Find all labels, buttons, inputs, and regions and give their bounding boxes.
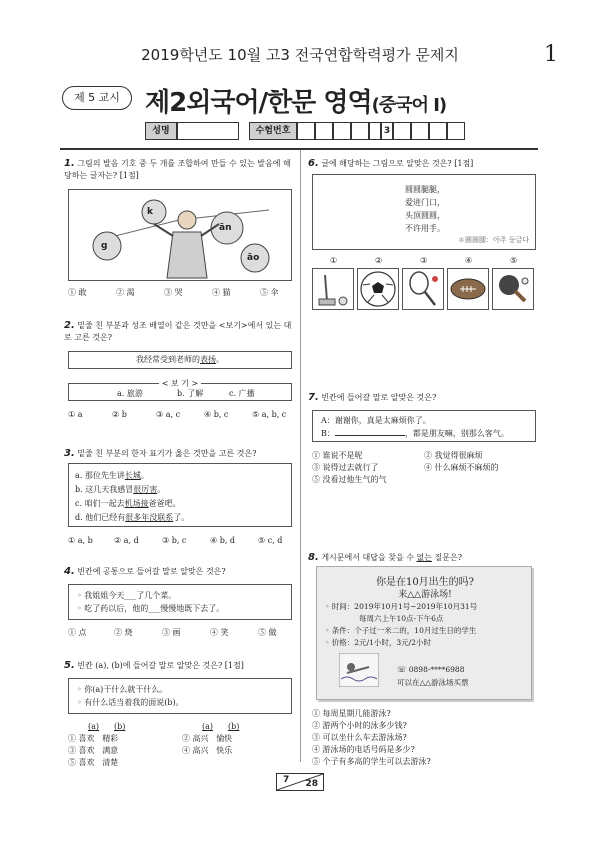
- q7-option-5[interactable]: ⑤ 没看过他生气的气: [312, 475, 387, 484]
- q3-option-4[interactable]: ④ b, d: [210, 536, 236, 545]
- exam-no-box[interactable]: [429, 122, 447, 140]
- q8-option-5[interactable]: ⑤ 个子有多高的学生可以去游泳?: [312, 757, 431, 766]
- q5-option-3[interactable]: ③ 喜欢 满意: [68, 746, 119, 755]
- q4-option-1[interactable]: ① 点: [68, 628, 87, 637]
- q5-line-2: ◦ 有什么话当着我的面说(b)。: [77, 698, 184, 707]
- subject-main: 제2외국어/한문 영역: [145, 88, 372, 118]
- q6-poem: [405, 183, 445, 235]
- q2-option-5[interactable]: ⑤ a, b, c: [252, 410, 287, 419]
- q6-option-4[interactable]: [447, 268, 489, 310]
- q6-stem: [308, 158, 538, 170]
- q8-poster-sub: 来△△游泳场!: [398, 590, 452, 600]
- q4-line-2: ◦ 吃了药以后，他的___慢慢地既下去了。: [77, 604, 225, 613]
- q8-poster-title: 你是在10月出生的吗?: [375, 577, 475, 588]
- q8-poster-buy: 可以在△△游泳场买票: [397, 678, 469, 687]
- q2-text: 밑줄 친 부분과 성조 배열이 같은 것만을 <보기>에서 있는 대로 고른 것은?: [64, 321, 292, 342]
- q2-bogi-label: < 보 기 >: [69, 378, 291, 389]
- q4-option-4[interactable]: ④ 笑: [210, 628, 229, 637]
- name-label: 성명: [145, 122, 177, 140]
- q6-option-1[interactable]: [312, 268, 354, 310]
- q1-label-an: ān: [219, 223, 232, 233]
- exam-title: 2019학년도 10월 고3 전국연합학력평가 문제지: [141, 46, 459, 64]
- q4-option-2[interactable]: ② 烧: [114, 628, 133, 637]
- q8-stem: [308, 552, 538, 564]
- q7-dialog-b: B： ，都是朋友嘛，别那么客气。: [321, 429, 509, 438]
- q2-option-2[interactable]: ② b: [112, 410, 127, 419]
- q6-option-4-label: ④: [465, 256, 473, 265]
- q6-poem-box: [312, 174, 536, 250]
- q6-option-1-label: ①: [330, 256, 338, 265]
- q5-line-1: ◦ 你(a)干什么就干什么。: [77, 685, 168, 694]
- exam-no-digit: 3: [381, 122, 393, 140]
- q6-poem-line-1: 圆圆腿腿，: [405, 185, 445, 194]
- q3-option-2[interactable]: ② a, d: [114, 536, 139, 545]
- page-counter-current: 7: [283, 775, 290, 785]
- soccer-ball-icon: [358, 269, 398, 309]
- q4-text: 빈칸에 공통으로 들어갈 말로 알맞은 것은?: [77, 567, 226, 576]
- q2-number: 2.: [64, 320, 75, 331]
- q1-label-ao: āo: [247, 253, 260, 263]
- q5-head-b-left: (b): [114, 722, 126, 731]
- q1-option-1[interactable]: ① 敢: [68, 288, 87, 297]
- subject-title: [145, 82, 446, 119]
- q1-option-2[interactable]: ② 渴: [116, 288, 135, 297]
- q3-stem: [64, 448, 292, 460]
- header-rule: [60, 148, 538, 150]
- q8-options: [312, 708, 536, 768]
- q1-label-k: k: [147, 207, 153, 217]
- q3-item-b: b. 这几天我感冒很厉害。: [75, 485, 166, 494]
- q2-sentence-underline: 表扬: [200, 355, 216, 364]
- q2-bogi-b: b. 了解: [177, 389, 204, 398]
- exam-no-box[interactable]: [369, 122, 381, 140]
- q4-option-3[interactable]: ③ 画: [162, 628, 181, 637]
- q3-text: 밑줄 친 부분의 한자 표기가 옳은 것만을 고른 것은?: [77, 449, 257, 458]
- subject-sub: (중국어 Ⅰ): [371, 95, 447, 116]
- q4-number: 4.: [64, 566, 75, 577]
- q5-option-1[interactable]: ① 喜欢 精彩: [68, 734, 119, 743]
- q8-text-underline: 없는: [416, 553, 432, 562]
- q2-stem: [64, 320, 292, 344]
- q8-option-4[interactable]: ④ 游泳场的电话号码是多少?: [312, 745, 415, 754]
- q6-picture-options: [312, 256, 536, 314]
- q5-lines-box: [68, 678, 292, 714]
- exam-no-box[interactable]: [333, 122, 351, 140]
- q1-option-4[interactable]: ④ 猫: [212, 288, 231, 297]
- q6-option-2[interactable]: [357, 268, 399, 310]
- exam-no-box[interactable]: [351, 122, 369, 140]
- ping-pong-icon: [493, 269, 533, 309]
- q1-option-5[interactable]: ⑤ 伞: [260, 288, 279, 297]
- q3-option-1[interactable]: ① a, b: [68, 536, 93, 545]
- q8-text-pre: 게시문에서 대답을 찾을 수: [321, 553, 417, 562]
- q5-head-a-left: (a): [88, 722, 100, 731]
- q6-poem-line-3: 头顶圆圆，: [405, 211, 445, 220]
- q5-head-b-right: (b): [228, 722, 240, 731]
- q1-number: 1.: [64, 158, 75, 169]
- name-field[interactable]: [177, 122, 239, 140]
- q8-number: 8.: [308, 552, 319, 563]
- q6-option-3[interactable]: [402, 268, 444, 310]
- q3-options: [68, 536, 292, 548]
- q8-text-post: 질문은?: [431, 553, 462, 562]
- q1-text: 그림의 발음 기호 중 두 개를 조합하여 만들 수 있는 발음에 해당하는 글자는? [1점]: [64, 159, 291, 180]
- q6-note: ＊圆圆腿：아주 둥글다: [457, 236, 529, 244]
- q6-number: 6.: [308, 158, 319, 169]
- page-number: 1: [544, 42, 558, 67]
- q1-stem: [64, 158, 292, 182]
- juggler-illustration: [69, 190, 291, 280]
- q3-items-box: [68, 463, 292, 527]
- q8-poster-phone: ☏ 0898-****6988: [397, 665, 465, 674]
- q1-label-g: g: [101, 241, 108, 251]
- q7-option-1[interactable]: ① 谁说不是呢: [312, 451, 363, 460]
- q8-poster-lines: [325, 601, 531, 649]
- q6-option-5[interactable]: [492, 268, 534, 310]
- q4-options: [68, 627, 292, 639]
- q1-option-3[interactable]: ③ 哭: [164, 288, 183, 297]
- q5-option-4[interactable]: ④ 高兴 快乐: [182, 746, 233, 755]
- q2-bogi-a: a. 旅游: [117, 389, 143, 398]
- q7-stem: [308, 392, 538, 404]
- q8-poster-line-2: 每周六上午10点-下午6点: [359, 614, 444, 623]
- q2-bogi-c: c. 广播: [229, 389, 255, 398]
- q5-stem: [64, 660, 292, 672]
- q7-text: 빈칸에 들어갈 말로 알맞은 것은?: [321, 393, 437, 402]
- q5-option-2[interactable]: ② 高兴 愉快: [182, 734, 233, 743]
- q7-dialog-a: A：谢谢你，真是太麻烦你了。: [321, 416, 431, 425]
- q4-option-5[interactable]: ⑤ 做: [258, 628, 277, 637]
- juggler-head: [178, 211, 196, 229]
- q6-text: 글에 해당하는 그림으로 알맞은 것은? [1점]: [321, 159, 474, 168]
- q7-options: [312, 450, 536, 488]
- q5-option-5[interactable]: ⑤ 喜欢 清楚: [68, 758, 119, 767]
- q2-sentence-pre: 我经常受到老师的: [136, 355, 200, 364]
- q3-item-a: a. 那位先生讲长城。: [75, 471, 149, 480]
- q2-bogi-box: [68, 379, 292, 401]
- q6-option-3-label: ③: [420, 256, 428, 265]
- q7-option-4[interactable]: ④ 什么麻烦不麻烦的: [424, 463, 499, 472]
- exam-no-box[interactable]: [411, 122, 429, 140]
- q6-option-5-label: ⑤: [510, 256, 518, 265]
- q3-item-c: c. 咱们一起去机场接爸爸吧。: [75, 499, 181, 508]
- q8-poster-line-3: ◦ 条件：个子过一米二的，10月过生日的学生: [325, 626, 477, 635]
- q7-option-2[interactable]: ② 我觉得很麻烦: [424, 451, 483, 460]
- q8-option-2[interactable]: ② 游两个小时的泳多少钱?: [312, 721, 407, 730]
- q8-option-3[interactable]: ③ 可以坐什么车去游泳场?: [312, 733, 407, 742]
- q3-option-5[interactable]: ⑤ c, d: [258, 536, 283, 545]
- q7-dialog-box: [312, 410, 536, 442]
- exam-no-box[interactable]: [297, 122, 315, 140]
- q3-item-d: d. 他们已经有很多年没联系了。: [75, 513, 190, 522]
- q7-option-3[interactable]: ③ 说得过去就行了: [312, 463, 379, 472]
- q2-options: [68, 410, 292, 422]
- q3-number: 3.: [64, 448, 75, 459]
- swimmer-icon: [339, 653, 379, 687]
- q5-number: 5.: [64, 660, 75, 671]
- exam-no-box[interactable]: [447, 122, 465, 140]
- q6-poem-line-2: 爱进门口，: [405, 198, 445, 207]
- croquet-icon: [313, 269, 353, 309]
- q5-text: 빈칸 (a), (b)에 들어갈 말로 알맞은 것은? [1점]: [77, 661, 244, 670]
- q8-poster-line-4: ◦ 价格：2元/1小时，3元/2小时: [325, 638, 431, 647]
- period-badge: 제 5 교시: [62, 86, 132, 110]
- q5-options: [68, 722, 292, 770]
- q1-image-box: [68, 189, 292, 281]
- q2-option-3[interactable]: ③ a, c: [156, 410, 181, 419]
- column-divider: [300, 150, 301, 762]
- q2-sentence-box: [68, 351, 292, 369]
- q6-poem-line-4: 不许用手。: [405, 224, 445, 233]
- q4-stem: [64, 566, 292, 578]
- badminton-icon: [403, 269, 443, 309]
- exam-no-box[interactable]: [393, 122, 411, 140]
- q5-head-a-right: (a): [202, 722, 214, 731]
- exam-no-box[interactable]: [315, 122, 333, 140]
- q2-option-4[interactable]: ④ b, c: [204, 410, 229, 419]
- q3-option-3[interactable]: ③ b, c: [162, 536, 187, 545]
- q2-option-1[interactable]: ① a: [68, 410, 83, 419]
- football-icon: [448, 269, 488, 309]
- q7-number: 7.: [308, 392, 319, 403]
- q1-options: [68, 287, 292, 299]
- q2-sentence-post: 。: [216, 355, 224, 364]
- q8-poster-line-1: ◦ 时间：2019年10月1号~2019年10月31号: [325, 602, 478, 611]
- page-counter-total: 28: [305, 779, 318, 789]
- q4-line-1: ◦ 我姐姐今天___了几个菜。: [77, 591, 177, 600]
- q8-option-1[interactable]: ① 每周星期几能游泳?: [312, 709, 391, 718]
- page-counter: [276, 773, 324, 791]
- q4-lines-box: [68, 584, 292, 620]
- q8-poster: [316, 566, 532, 700]
- q6-option-2-label: ②: [375, 256, 383, 265]
- exam-no-label: 수험번호: [249, 122, 297, 140]
